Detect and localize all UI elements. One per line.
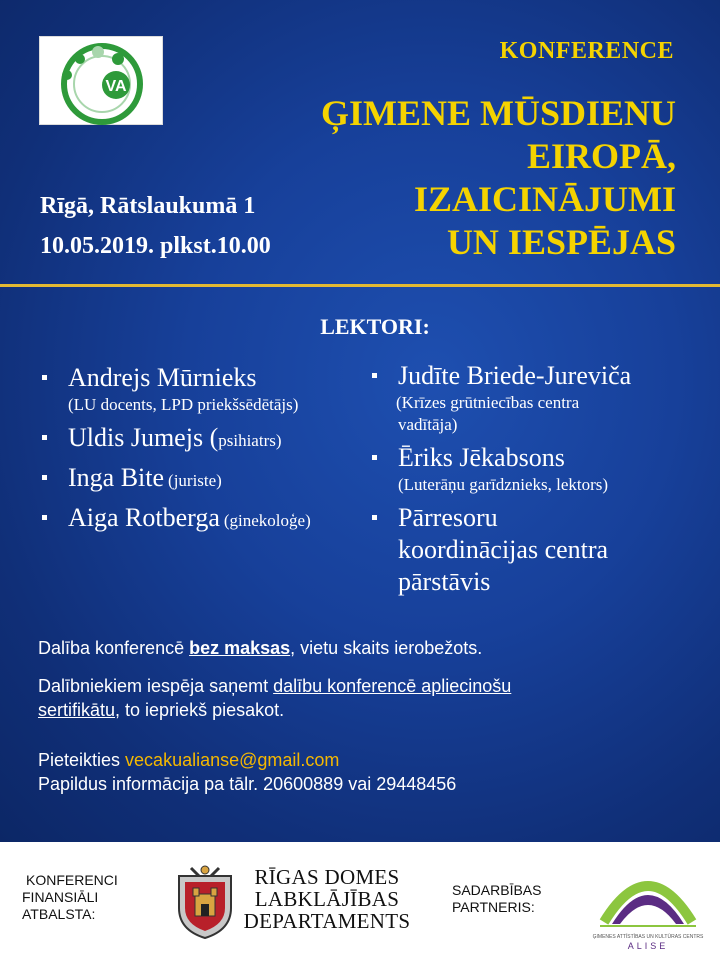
alise-logo-icon xyxy=(592,860,704,956)
lecturer-name: Ēriks Jēkabsons xyxy=(398,443,565,472)
lecturer-role: vadītāja) xyxy=(398,415,458,434)
event-location: Rīgā, Rātslaukumā 1 xyxy=(40,193,256,219)
lecturer-role: (Luterāņu garīdznieks, lektors) xyxy=(398,475,609,494)
lecturer-name: Aiga Rotberga xyxy=(68,503,220,532)
partner-label: SADARBĪBAS PARTNERIS: xyxy=(452,882,542,915)
bullet-icon xyxy=(42,515,47,520)
certificate-note: Dalībniekiem iespēja saņemt dalību konferencē apliecinošu sertifikātu, to iepriekš piesakot. xyxy=(38,676,512,720)
lecturer-item xyxy=(40,462,370,494)
lecturer-name: Uldis Jumejs ( xyxy=(68,423,219,452)
lecturer-name: pārstāvis xyxy=(398,567,491,596)
certificate-text: dalību konferencē apliecinošu xyxy=(273,676,512,696)
riga-welfare-department: RĪGAS DOMES LABKLĀJĪBAS DEPARTAMENTS xyxy=(243,865,411,933)
lecturer-name: Andrejs Mūrnieks xyxy=(68,363,257,392)
bullet-icon xyxy=(372,455,377,460)
lecturer-item xyxy=(370,360,700,436)
title-line: EIROPĀ, xyxy=(526,136,676,176)
sponsor-label: KONFERENCI FINANSIĀLI ATBALSTA: xyxy=(22,872,118,922)
contact-info: Pieteikties vecakualianse@gmail.com Papildus informācija pa tālr. 20600889 vai 29448456 xyxy=(38,750,457,794)
lecturer-role: psihiatrs) xyxy=(218,431,282,450)
bullet-icon xyxy=(42,435,47,440)
lecturer-item xyxy=(40,362,370,416)
phone-line: Papildus informācija pa tālr. 20600889 vai 29448456 xyxy=(38,774,457,794)
lecturers-left-column xyxy=(40,362,370,542)
conference-title xyxy=(256,92,676,264)
lecturers-heading: LEKTORI: xyxy=(320,314,430,339)
gold-divider xyxy=(0,284,720,287)
title-line: ĢIMENE MŪSDIENU xyxy=(320,93,676,133)
lecturer-item xyxy=(40,502,370,534)
lecturer-role: (juriste) xyxy=(168,471,222,490)
lecturers-right-column xyxy=(370,360,700,604)
bullet-icon xyxy=(372,515,377,520)
lecturer-name: Judīte Briede-Jureviča xyxy=(398,361,632,390)
lecturer-role: (ginekoloģe) xyxy=(223,511,311,530)
certificate-text: sertifikātu xyxy=(38,700,116,720)
lecturer-role: (Krīzes grūtniecības centra xyxy=(396,393,580,412)
event-datetime: 10.05.2019. plkst.10.00 xyxy=(40,233,271,259)
parents-alliance-logo-icon xyxy=(40,37,164,126)
lecturer-item xyxy=(40,422,370,454)
lecturer-name: koordinācijas centra xyxy=(398,535,609,564)
footer xyxy=(0,842,720,960)
bullet-icon xyxy=(372,373,377,378)
title-line: UN IESPĒJAS xyxy=(446,222,676,262)
lecturer-role: (LU docents, LPD priekšsēdētājs) xyxy=(68,395,299,414)
svg-text:ĢIMENES ATTĪSTĪBAS UN KULTŪRAS: ĢIMENES ATTĪSTĪBAS UN KULTŪRAS CENTRS xyxy=(592,934,704,940)
info-section xyxy=(38,636,698,796)
free-of-charge: bez maksas xyxy=(189,638,291,658)
email-link[interactable]: vecakualianse@gmail.com xyxy=(125,750,340,770)
svg-text:ALISE: ALISE xyxy=(627,941,669,951)
event-details xyxy=(40,186,271,266)
riga-coat-of-arms-icon xyxy=(173,864,237,940)
bullet-icon xyxy=(42,475,47,480)
conference-label: KONFERENCE xyxy=(499,38,674,64)
svg-text:VA: VA xyxy=(105,78,127,95)
bullet-icon xyxy=(42,375,47,380)
lecturer-item xyxy=(370,442,700,496)
lecturer-item xyxy=(370,502,700,598)
lecturer-name: Pārresoru xyxy=(398,503,498,532)
organizer-logo xyxy=(39,36,163,125)
participation-note: Dalība konferencē bez maksas, vietu skaits ierobežots. xyxy=(38,638,483,658)
title-line: IZAICINĀJUMI xyxy=(413,179,676,219)
lecturer-name: Inga Bite xyxy=(68,463,165,492)
